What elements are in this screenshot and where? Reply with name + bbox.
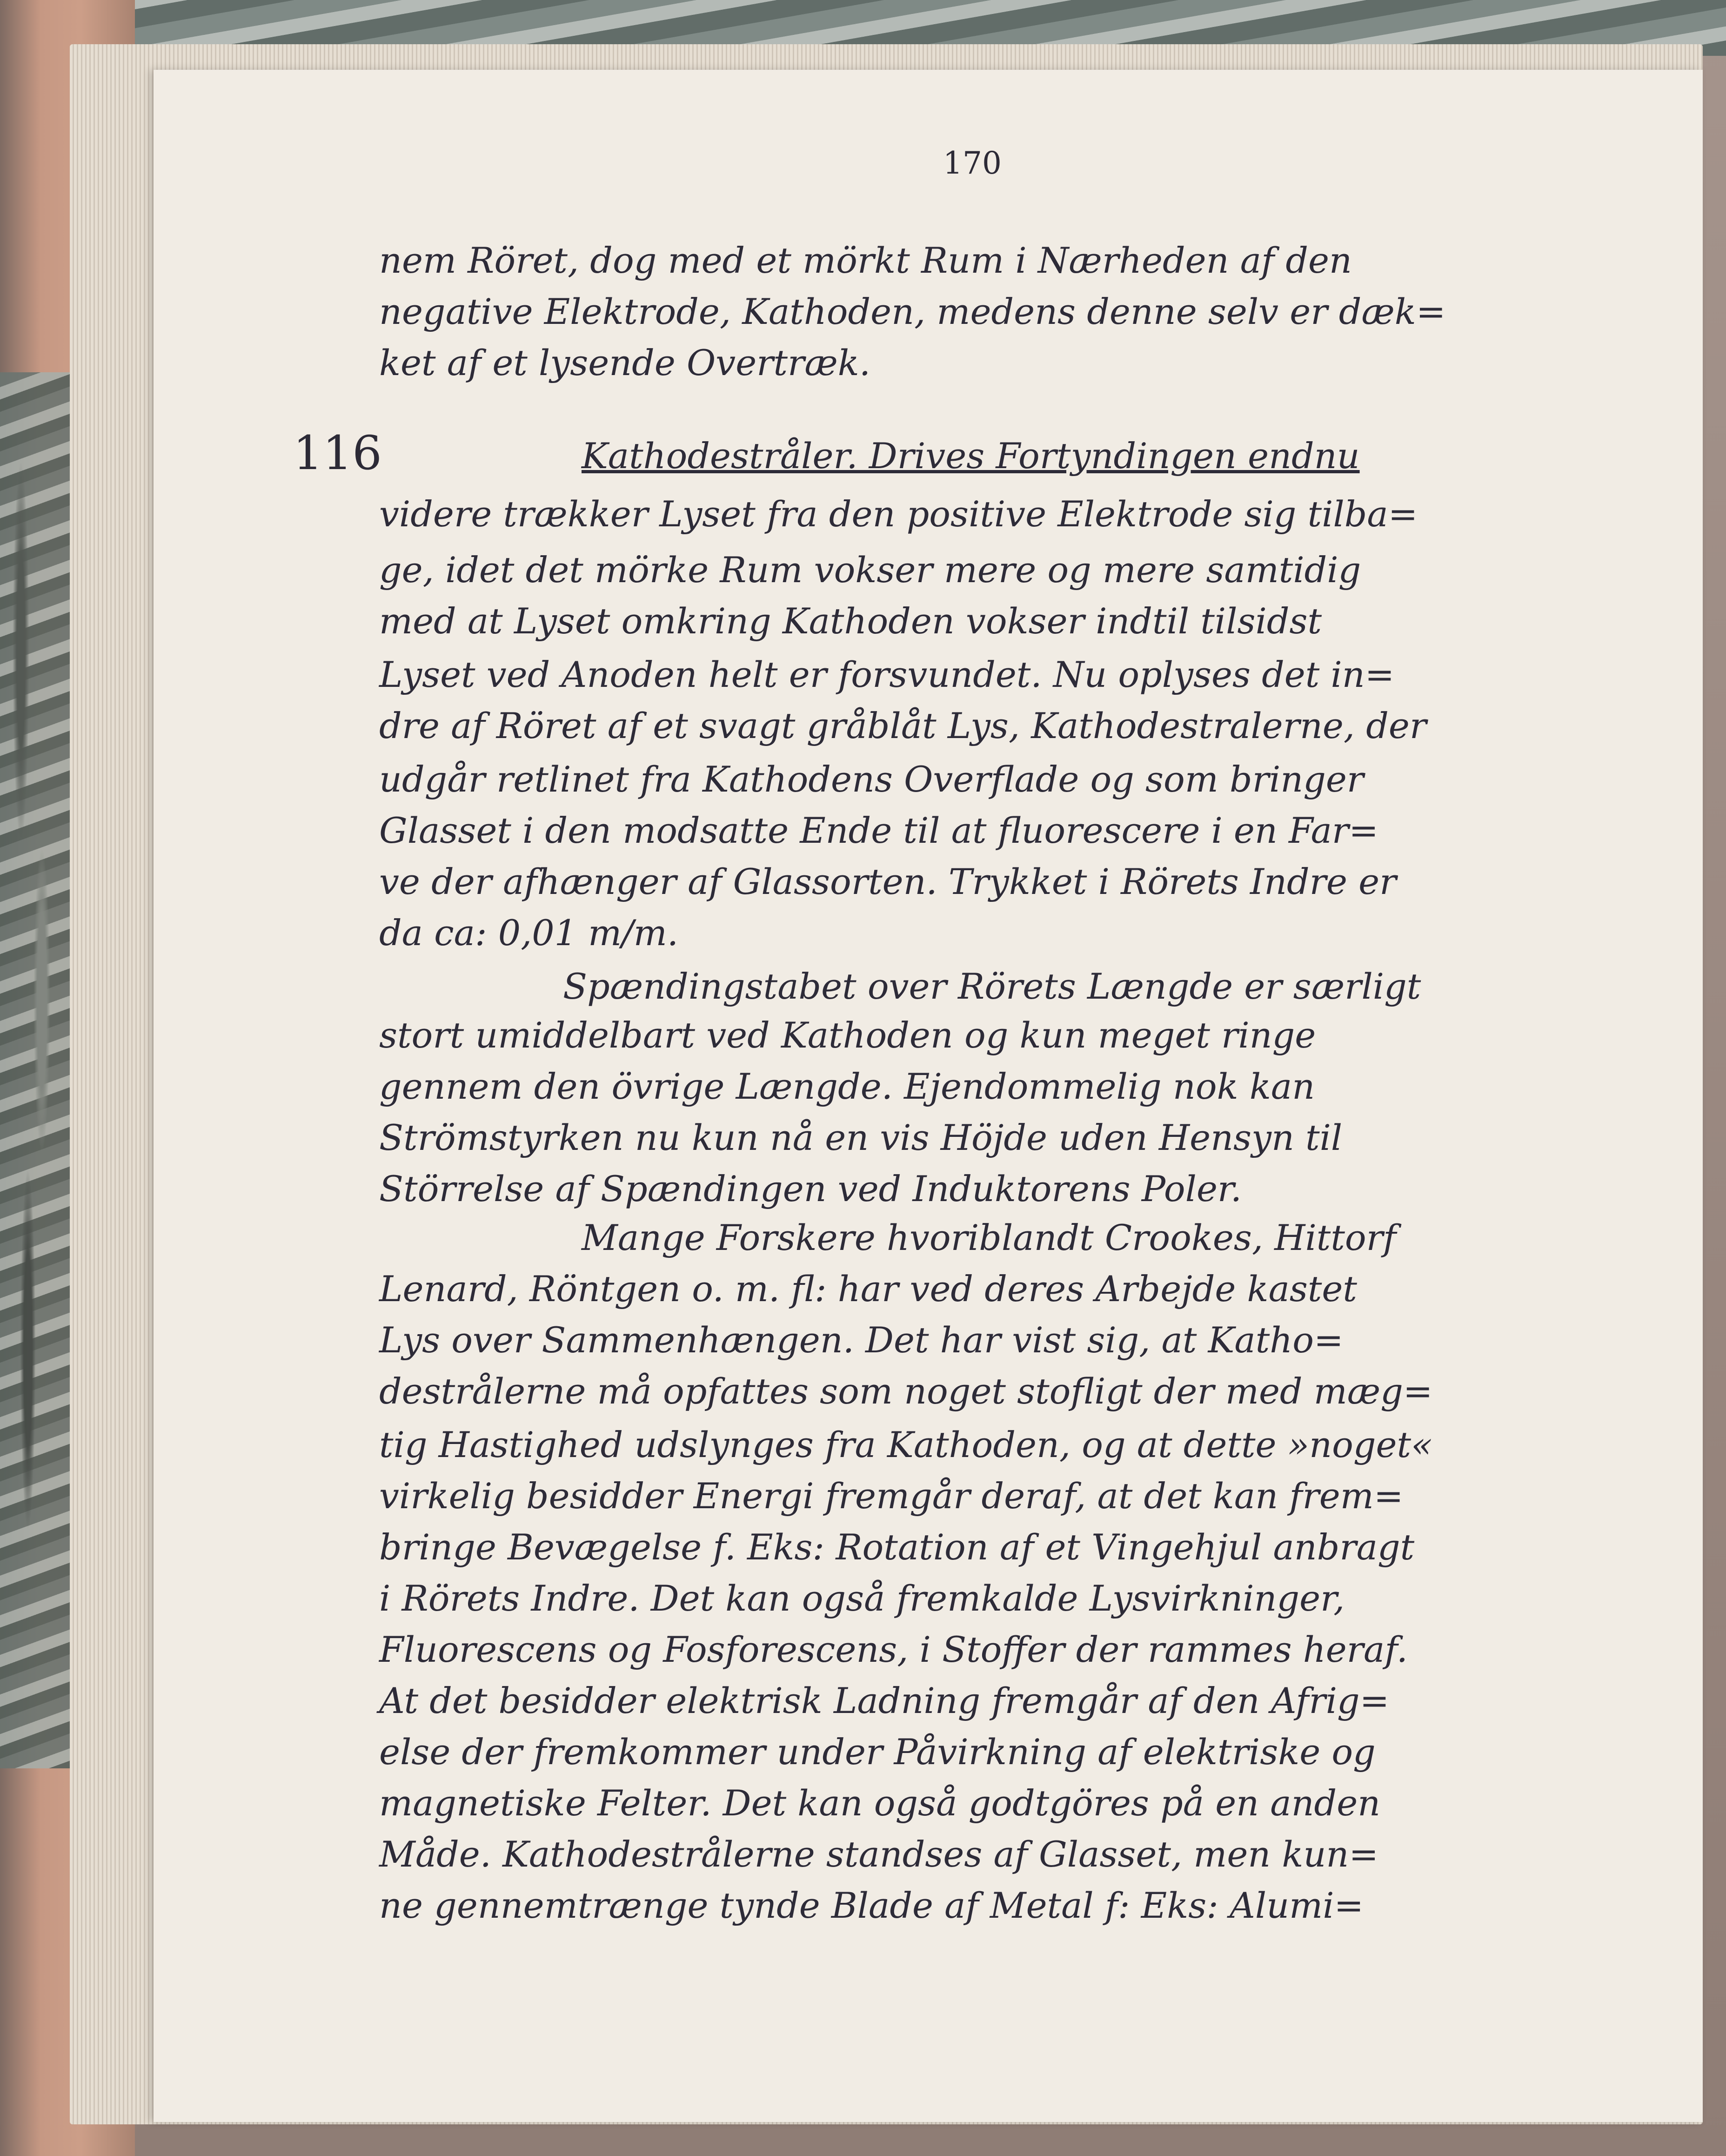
text-line: stort umiddelbart ved Kathoden og kun meget ringe (379, 1014, 1316, 1056)
text-line: Måde. Kathodestrålerne standses af Glasset, men kun= (379, 1834, 1379, 1875)
text-line: Spændingstabet over Rörets Længde er særligt (563, 966, 1421, 1007)
text-line: gennem den övrige Længde. Ejendommelig nok kan (379, 1066, 1315, 1107)
text-line: ket af et lysende Overtræk. (379, 342, 871, 383)
text-line: Lyset ved Anoden helt er forsvundet. Nu oplyses det in= (379, 654, 1395, 695)
text-line: Lenard, Röntgen o. m. fl: har ved deres Arbejde kastet (379, 1268, 1357, 1310)
text-line: Mange Forskere hvoriblandt Crookes, Hittorf (582, 1217, 1397, 1258)
text-line: ve der afhænger af Glassorten. Trykket i Rörets Indre er (379, 861, 1397, 902)
text-line: videre trækker Lyset fra den positive Elektrode sig tilba= (379, 493, 1418, 535)
text-line: nem Röret, dog med et mörkt Rum i Nærheden af den (379, 240, 1352, 281)
text-line: ne gennemtrænge tynde Blade af Metal f: Eks: Alumi= (379, 1885, 1364, 1926)
text-line: negative Elektrode, Kathoden, medens denne selv er dæk= (379, 291, 1446, 332)
text-line: dre af Röret af et svagt gråblåt Lys, Kathodestralerne, der (379, 705, 1427, 746)
text-line: med at Lyset omkring Kathoden vokser indtil tilsidst (379, 600, 1322, 642)
text-line: destrålerne må opfattes som noget stofligt der med mæg= (379, 1370, 1433, 1412)
text-line: tig Hastighed udslynges fra Kathoden, og at dette »noget« (379, 1424, 1433, 1465)
text-line: da ca: 0,01 m/m. (379, 912, 679, 954)
text-line: bringe Bevægelse f. Eks: Rotation af et Vingehjul anbragt (379, 1526, 1415, 1568)
text-line: magnetiske Felter. Det kan også godtgöres på en anden (379, 1782, 1381, 1824)
text-line: Glasset i den modsatte Ende til at fluorescere i en Far= (379, 810, 1378, 851)
text-line: Strömstyrken nu kun nå en vis Höjde uden Hensyn til (379, 1117, 1343, 1158)
text-line: else der fremkommer under Påvirkning af elektriske og (379, 1731, 1376, 1773)
text-line: Lys over Sammenhængen. Det har vist sig, at Katho= (379, 1319, 1344, 1361)
page-number: 170 (943, 145, 1002, 181)
text-line: i Rörets Indre. Det kan også fremkalde Lysvirkninger, (379, 1578, 1345, 1619)
text-line: udgår retlinet fra Kathodens Overflade og som bringer (379, 759, 1364, 800)
text-line: Fluorescens og Fosforescens, i Stoffer der rammes heraf. (379, 1629, 1408, 1670)
text-line: virkelig besidder Energi fremgår deraf, at det kan frem= (379, 1475, 1404, 1517)
text-line: ge, idet det mörke Rum vokser mere og mere samtidig (379, 549, 1361, 591)
margin-section-number: 116 (293, 426, 382, 480)
marbled-endpaper (0, 372, 70, 1768)
text-line: At det besidder elektrisk Ladning fremgår af den Afrig= (379, 1680, 1390, 1721)
section-heading-line: Kathodestråler. Drives Fortyndingen endnu (582, 435, 1360, 477)
text-line: Störrelse af Spændingen ved Induktorens Poler. (379, 1168, 1242, 1209)
